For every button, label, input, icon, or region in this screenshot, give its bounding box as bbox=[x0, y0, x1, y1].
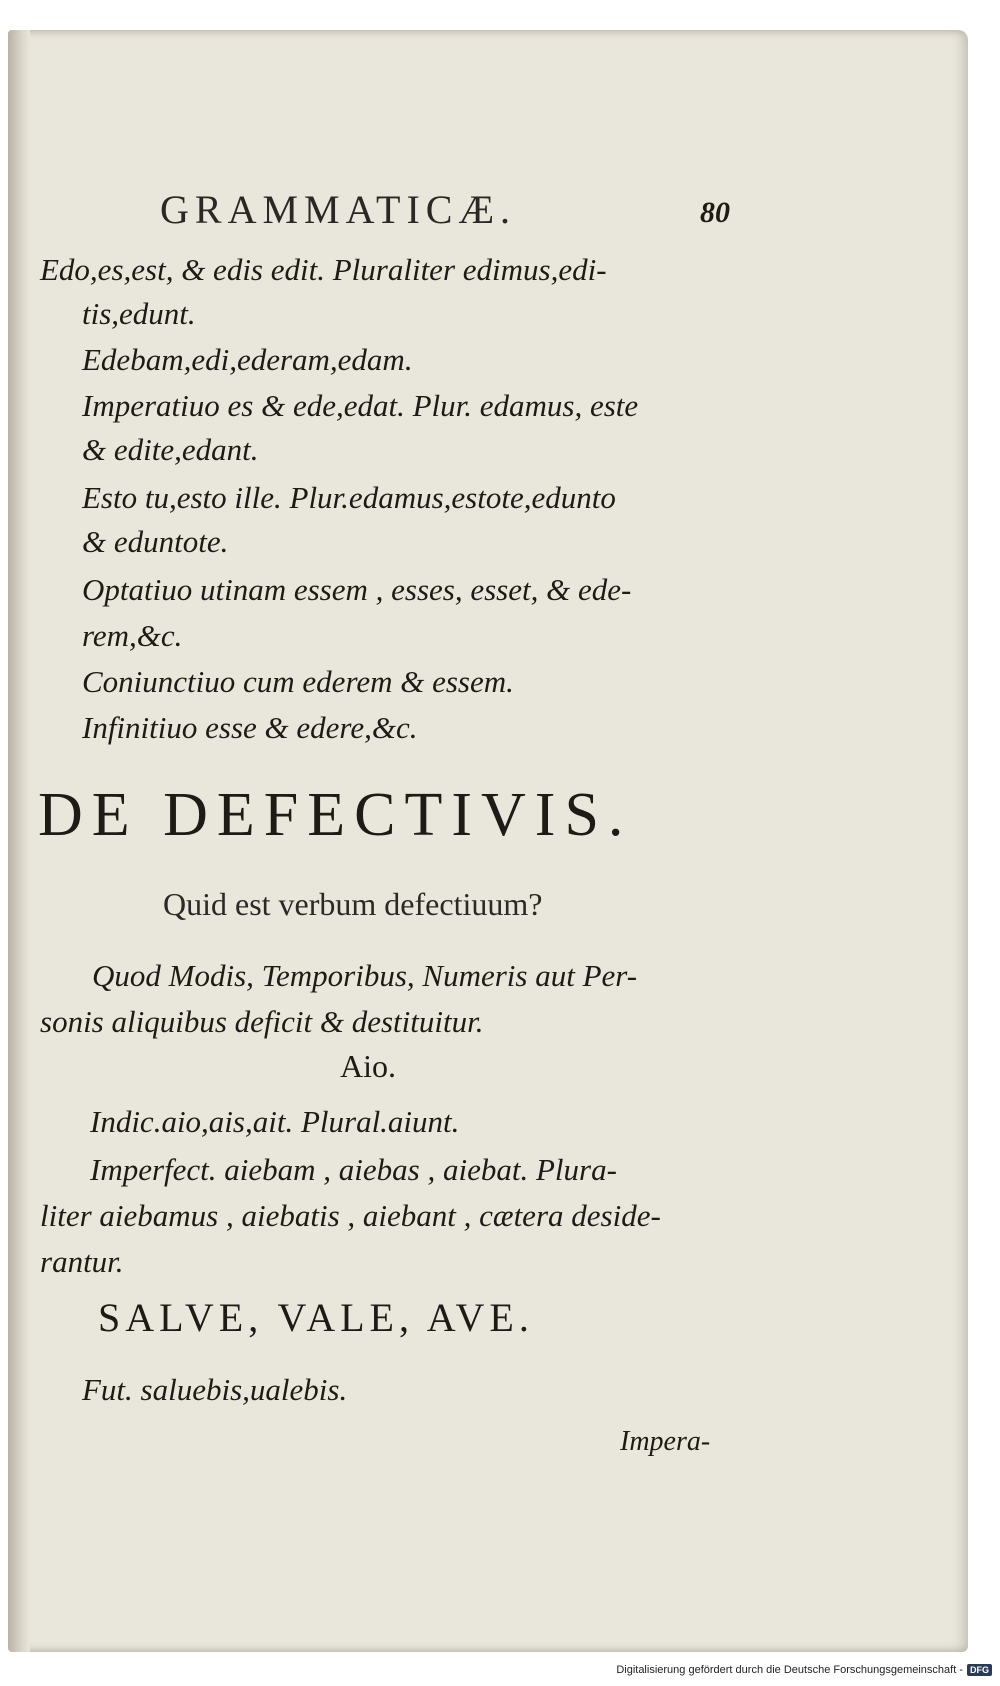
aio-line: liter aiebamus , aiebatis , aiebant , cætera deside- bbox=[40, 1198, 661, 1233]
question-line: Quid est verbum defectiuum? bbox=[163, 886, 543, 922]
page-number: 80 bbox=[700, 196, 730, 229]
text-line: Edebam,edi,ederam,edam. bbox=[82, 342, 413, 377]
subheading-aio: Aio. bbox=[340, 1048, 396, 1084]
running-header-title: GRAMMATICÆ. bbox=[160, 187, 517, 232]
text-line: Edo,es,est, & edis edit. Pluraliter edimus,edi- bbox=[40, 252, 607, 287]
answer-line: Quod Modis, Temporibus, Numeris aut Per- bbox=[92, 958, 638, 993]
aio-line: Imperfect. aiebam , aiebas , aiebat. Plura- bbox=[90, 1152, 617, 1187]
text-line: Coniunctiuo cum ederem & essem. bbox=[82, 664, 514, 699]
text-line: Fut. saluebis,ualebis. bbox=[82, 1372, 348, 1407]
digitization-footer bbox=[616, 1664, 992, 1676]
footer-credit: Digitalisierung gefördert durch die Deutsche Forschungsgemeinschaft - bbox=[616, 1664, 963, 1676]
text-line: Optatiuo utinam essem , esses, esset, & ede- bbox=[82, 572, 632, 607]
section-heading: DE DEFECTIVIS. bbox=[38, 781, 633, 849]
text-line: tis,edunt. bbox=[82, 296, 196, 331]
subsection-heading: SALVE, VALE, AVE. bbox=[98, 1295, 534, 1340]
catchword: Impera- bbox=[620, 1426, 711, 1457]
text-line: Esto tu,esto ille. Plur.edamus,estote,edunto bbox=[82, 480, 616, 515]
aio-line: rantur. bbox=[40, 1244, 124, 1279]
text-line: Imperatiuo es & ede,edat. Plur. edamus, este bbox=[82, 388, 639, 423]
page-binding-shadow bbox=[8, 30, 30, 1652]
aio-line: Indic.aio,ais,ait. Plural.aiunt. bbox=[90, 1104, 460, 1139]
text-line: & edite,edant. bbox=[82, 432, 259, 467]
text-line: Infinitiuo esse & edere,&c. bbox=[82, 710, 418, 745]
answer-line: sonis aliquibus deficit & destituitur. bbox=[40, 1004, 484, 1039]
text-line: & eduntote. bbox=[82, 524, 229, 559]
text-line: rem,&c. bbox=[82, 618, 183, 653]
dfg-logo-icon: DFG bbox=[967, 1664, 992, 1676]
